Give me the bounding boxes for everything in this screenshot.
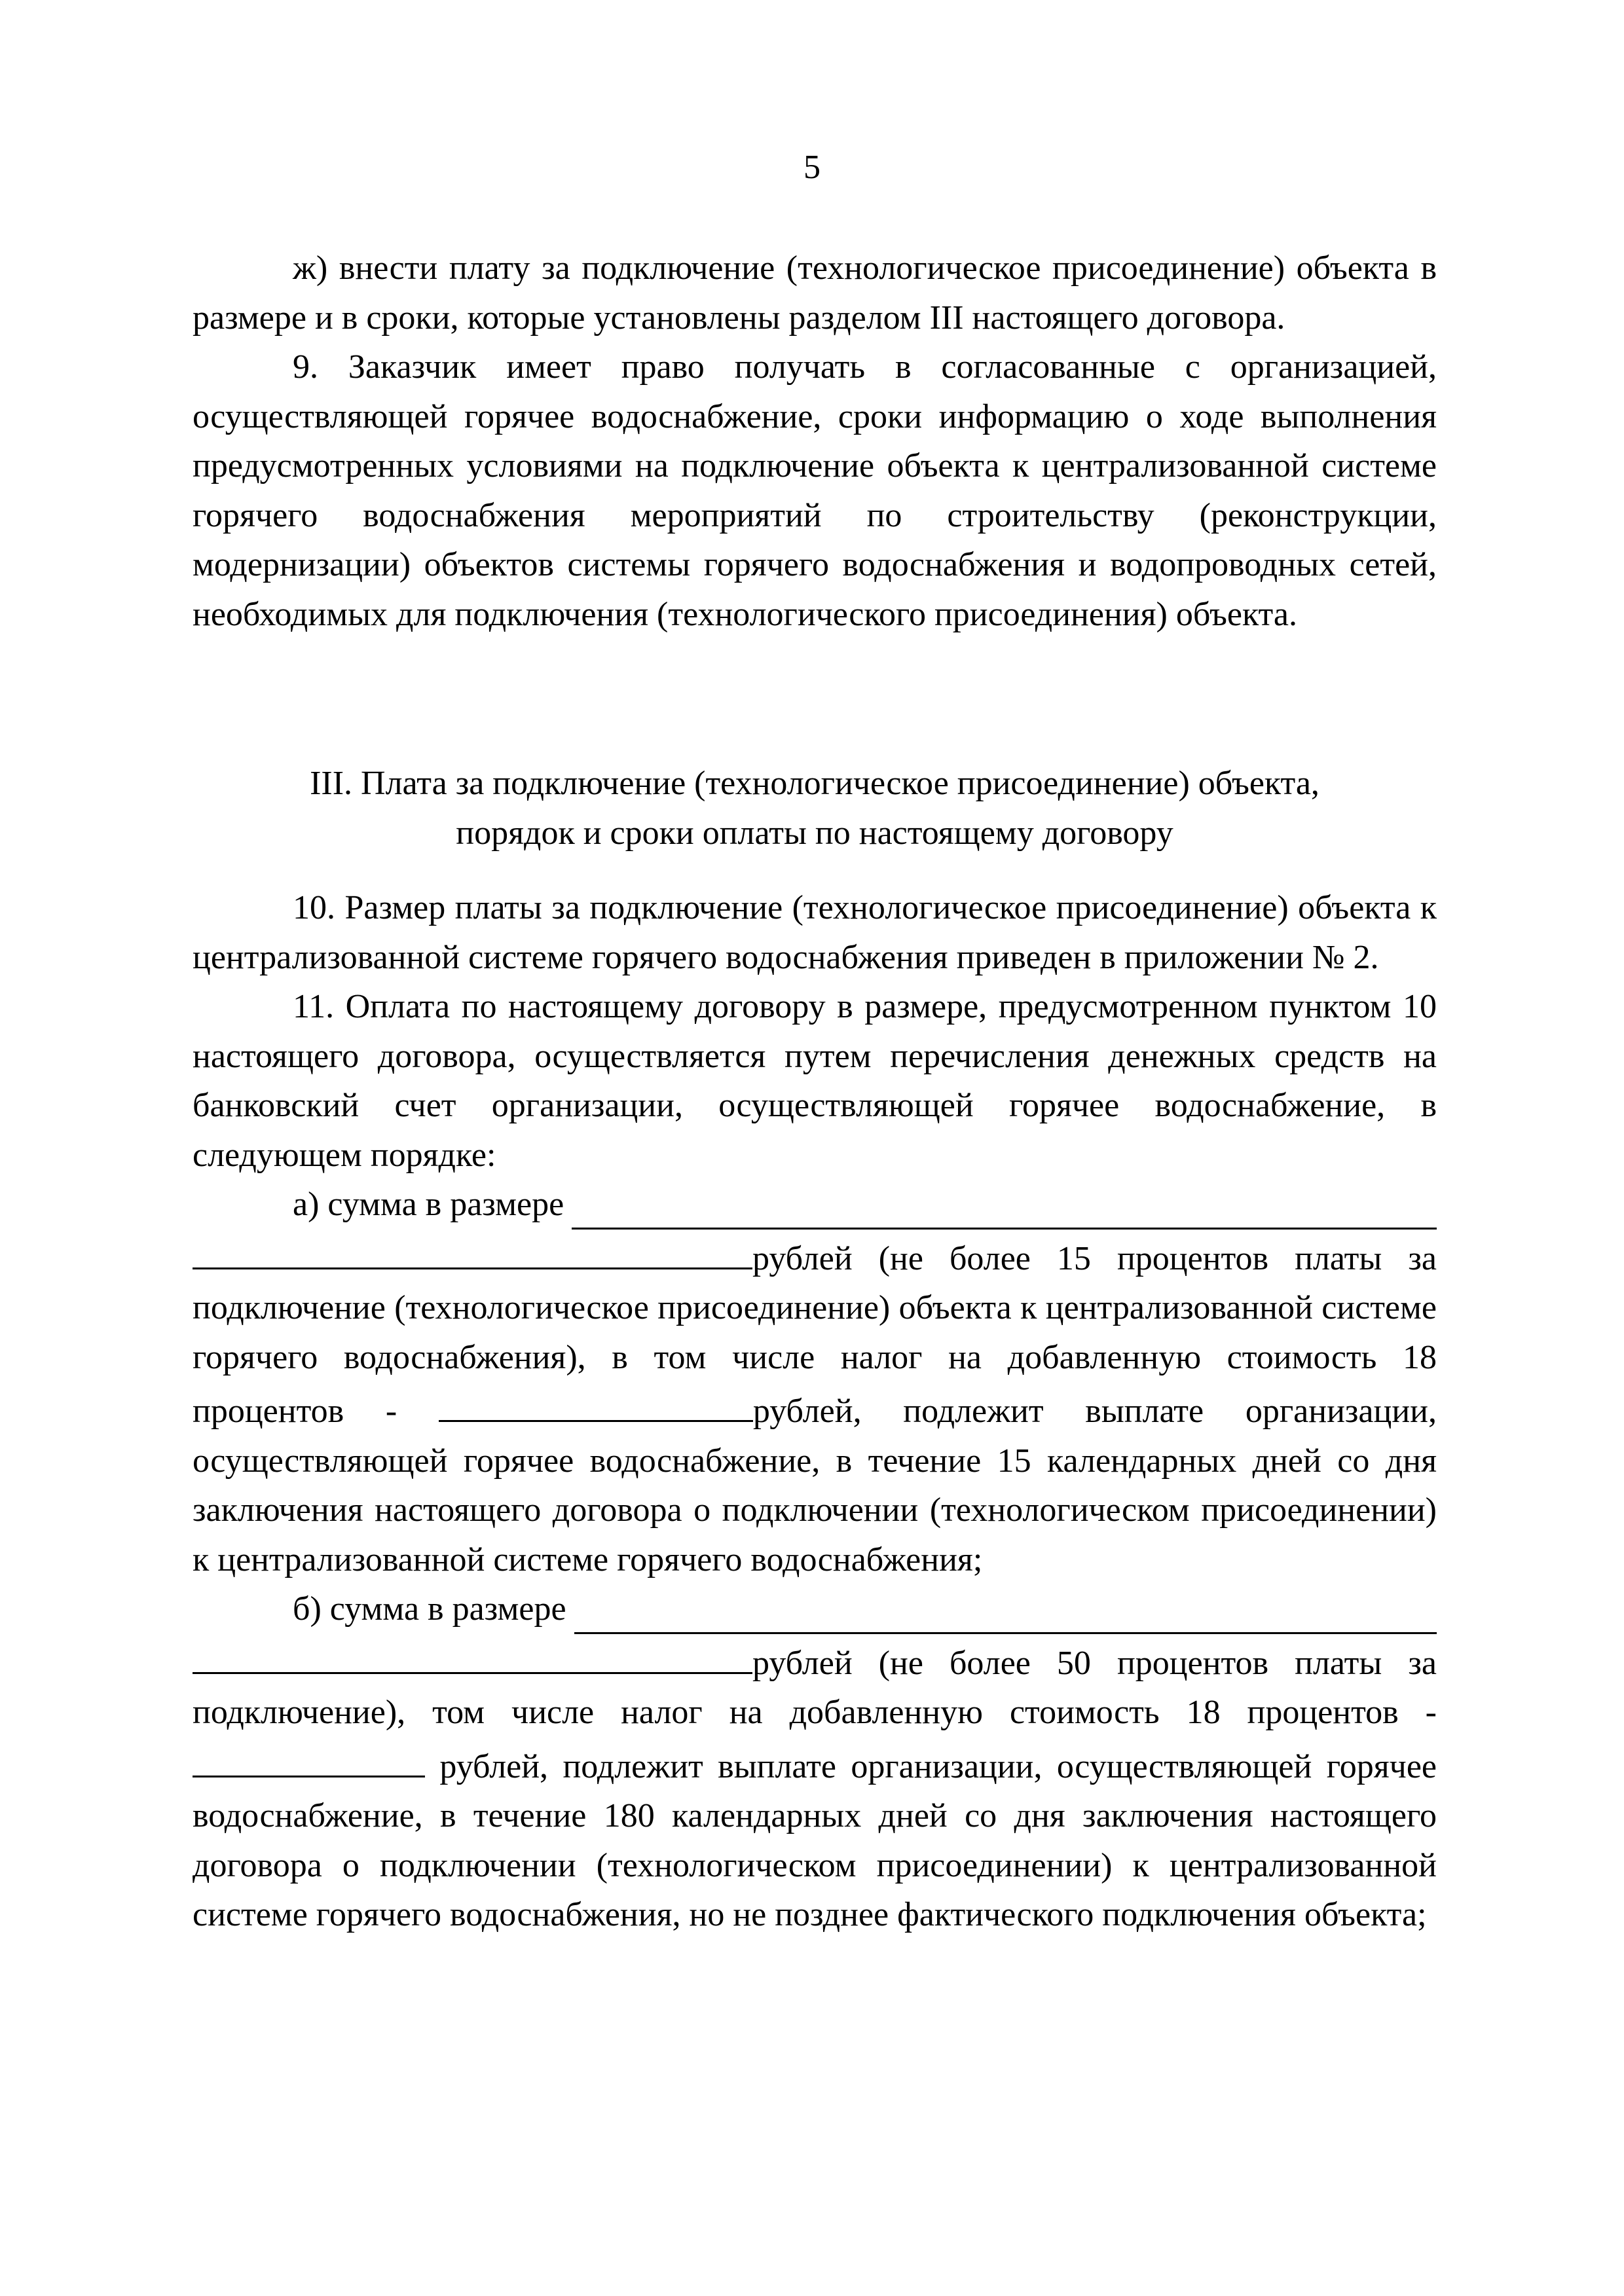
- section-heading-line-2: порядок и сроки оплаты по настоящему договору: [456, 814, 1173, 852]
- section-heading-line-1: III. Плата за подключение (технологическое присоединение) объекта,: [310, 765, 1320, 802]
- item-a-amount-blank-2: [193, 1230, 752, 1269]
- paragraph-item-11: 11. Оплата по настоящему договору в размере, предусмотренном пунктом 10 настоящего договора, осуществляется путем перечисления денежных средств на банковский счет организации, осуществляющей горячее водоснабжение, в следующем порядке:: [193, 988, 1437, 1174]
- item-b-amount-blank-1: [574, 1594, 1437, 1634]
- item-a-amount-blank-1: [572, 1190, 1437, 1230]
- paragraph-item-a: [193, 1230, 1437, 1585]
- item-a-vat-blank: [439, 1382, 753, 1422]
- item-b-label: б) сумма в размере: [293, 1590, 566, 1628]
- item-b-part-2: рублей, подлежит выплате организации, осуществляющей горячее водоснабжение, в течение 180 календарных дней со дня заключения настоящего договора о подключении (технологическом присоединении) к централизованной системе горячего водоснабжения, но не позднее фактического подключения объекта;: [193, 1747, 1437, 1933]
- item-b-amount-blank-2: [193, 1634, 752, 1674]
- item-a-part-1: рублей (не более 15 процентов платы за подключение (технологическое присоединение) объекта к централизованной системе горячего водоснабжения), в том числе налог на добавленную стоимость 18 процентов -: [193, 1239, 1437, 1430]
- body-block-bottom: [193, 883, 1437, 1940]
- item-b-first-line: [193, 1584, 1437, 1634]
- item-a-part-2: рублей, подлежит выплате организации, осуществляющей горячее водоснабжение, в течение 15 календарных дней со дня заключения настоящего договора о подключении (технологическом присоединении) к централизованной системе горячего водоснабжения;: [193, 1393, 1437, 1578]
- item-b-part-1: рублей (не более 50 процентов платы за подключение), том числе налог на добавленную стоимость 18 процентов -: [193, 1644, 1437, 1731]
- paragraph-item-zh: ж) внести плату за подключение (технологическое присоединение) объекта в размере и в сроки, которые установлены разделом III настоящего договора.: [193, 249, 1437, 337]
- section-heading: [193, 759, 1437, 858]
- page-number: 5: [803, 149, 821, 186]
- paragraph-item-10: 10. Размер платы за подключение (технологическое присоединение) объекта к централизованной системе горячего водоснабжения приведен в приложении № 2.: [193, 889, 1437, 976]
- body-block-top: [193, 244, 1437, 639]
- paragraph-item-b: [193, 1634, 1437, 1940]
- item-b-vat-blank: [193, 1738, 425, 1777]
- item-a-first-line: [193, 1180, 1437, 1230]
- paragraph-item-9: 9. Заказчик имеет право получать в согласованные с организацией, осуществляющей горячее водоснабжение, сроки информацию о ходе выполнения предусмотренных условиями на подключение объекта к централизованной системе горячего водоснабжения мероприятий по строительству (реконструкции, модернизации) объектов системы горячего водоснабжения и водопроводных сетей, необходимых для подключения (технологического присоединения) объекта.: [193, 348, 1437, 633]
- item-a-label: а) сумма в размере: [293, 1186, 564, 1223]
